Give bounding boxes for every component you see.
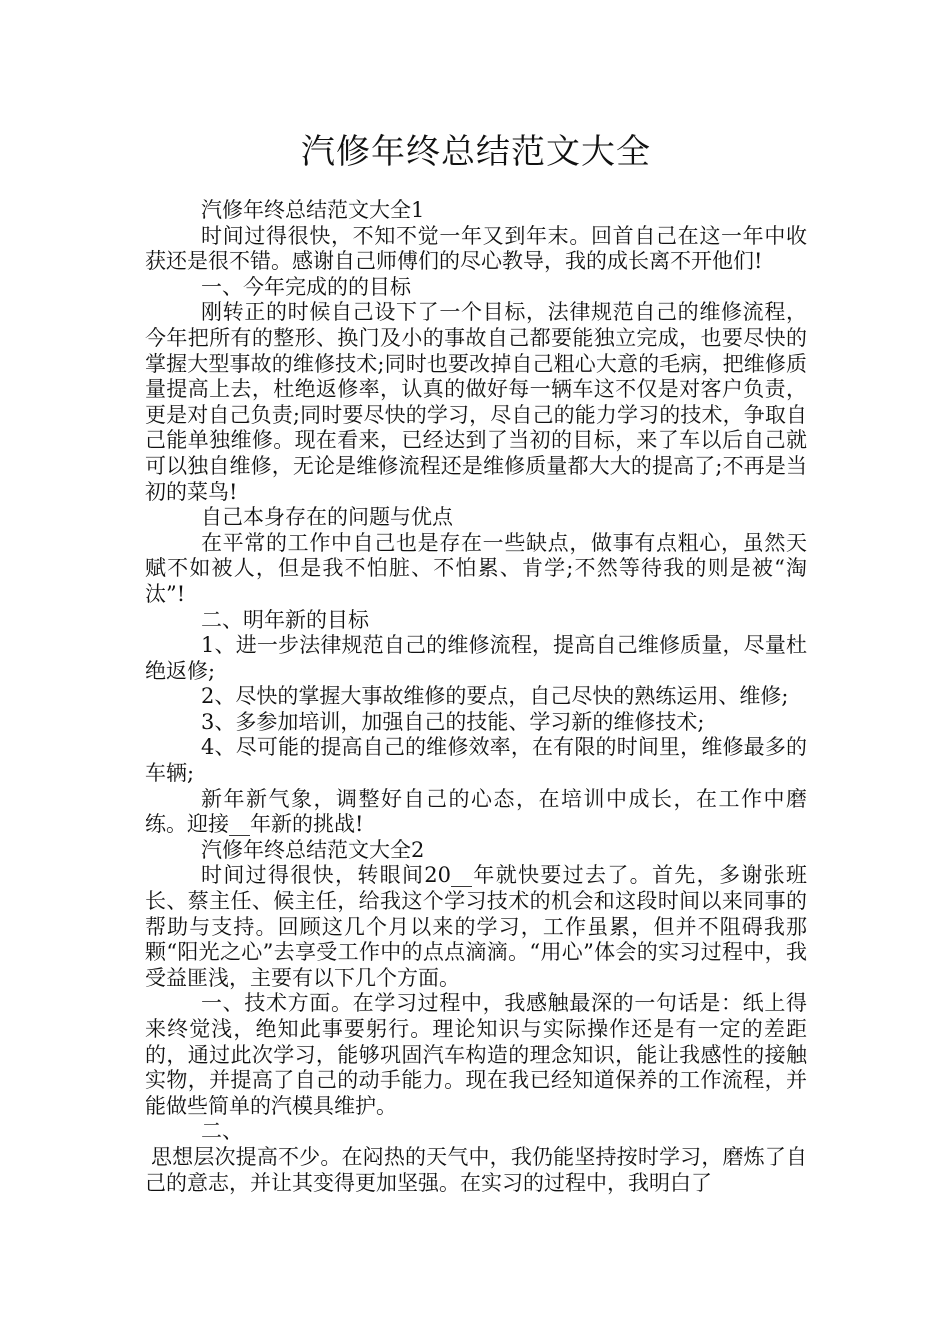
document-title: 汽修年终总结范文大全: [301, 132, 651, 172]
paragraph: 在平常的工作中自己也是存在一些缺点，做事有点粗心，虽然天赋不如被人，但是我不怕脏、不怕累、肯学;不然等待我的则是被“淘汰”!: [145, 530, 807, 606]
list-item: 1、进一步法律规范自己的维修流程，提高自己维修质量，尽量杜绝返修;: [145, 633, 807, 683]
document-page: [145, 0, 807, 1196]
list-item: 3、多参加培训，加强自己的技能、学习新的维修技术;: [201, 709, 705, 734]
list-item: 2、尽快的掌握大事故维修的要点，自己尽快的熟练运用、维修;: [201, 684, 789, 709]
section-heading: 一、今年完成的的目标: [201, 274, 411, 299]
section-heading: 汽修年终总结范文大全1: [201, 198, 425, 222]
paragraph: 时间过得很快，不知不觉一年又到年末。回首自己在这一年中收获还是很不错。感谢自己师傅们的尽心教导，我的成长离不开他们!: [145, 223, 807, 274]
list-item: 4、尽可能的提高自己的维修效率，在有限的时间里，维修最多的车辆;: [145, 735, 807, 786]
paragraph: 一、技术方面。在学习过程中，我感触最深的一句话是：纸上得来终觉浅，绝知此事要躬行。理论知识与实际操作还是有一定的差距的，通过此次学习，能够巩固汽车构造的理念知识，能让我感性的接触实物，并提高了自己的动手能力。现在我已经知道保养的工作流程，并能做些简单的汽模具维护。: [145, 991, 807, 1118]
section-heading: 汽修年终总结范文大全2: [201, 837, 425, 862]
section-heading: 二、: [201, 1119, 243, 1144]
paragraph: 新年新气象，调整好自己的心态，在培训中成长，在工作中磨练。迎接__年新的挑战!: [145, 786, 807, 837]
paragraph: 时间过得很快，转眼间20__年就快要过去了。首先，多谢张班长、蔡主任、候主任，给我这个学习技术的机会和这段时间以来同事的帮助与支持。回顾这几个月以来的学习，工作虽累，但并不阻碍我那颗“阳光之心”去享受工作中的点点滴滴。“用心”体会的实习过程中，我受益匪浅，主要有以下几个方面。: [145, 863, 807, 990]
paragraph: 思想层次提高不少。在闷热的天气中，我仍能坚持按时学习，磨炼了自己的意志，并让其变得更加坚强。在实习的过程中，我明白了: [145, 1144, 807, 1195]
document-body: [145, 198, 807, 1196]
section-heading: 自己本身存在的问题与优点: [201, 505, 453, 530]
paragraph: 刚转正的时候自己设下了一个目标，法律规范自己的维修流程，今年把所有的整形、换门及小的事故自己都要能独立完成，也要尽快的掌握大型事故的维修技术;同时也要改掉自己粗心大意的毛病，把维修质量提高上去，杜绝返修率，认真的做好每一辆车这不仅是对客户负责，更是对自己负责;同时要尽快的学习，尽自己的能力学习的技术，争取自己能单独维修。现在看来，已经达到了当初的目标，来了车以后自己就可以独自维修，无论是维修流程还是维修质量都大大的提高了;不再是当初的菜鸟!: [145, 300, 807, 504]
section-heading: 二、明年新的目标: [201, 607, 369, 632]
